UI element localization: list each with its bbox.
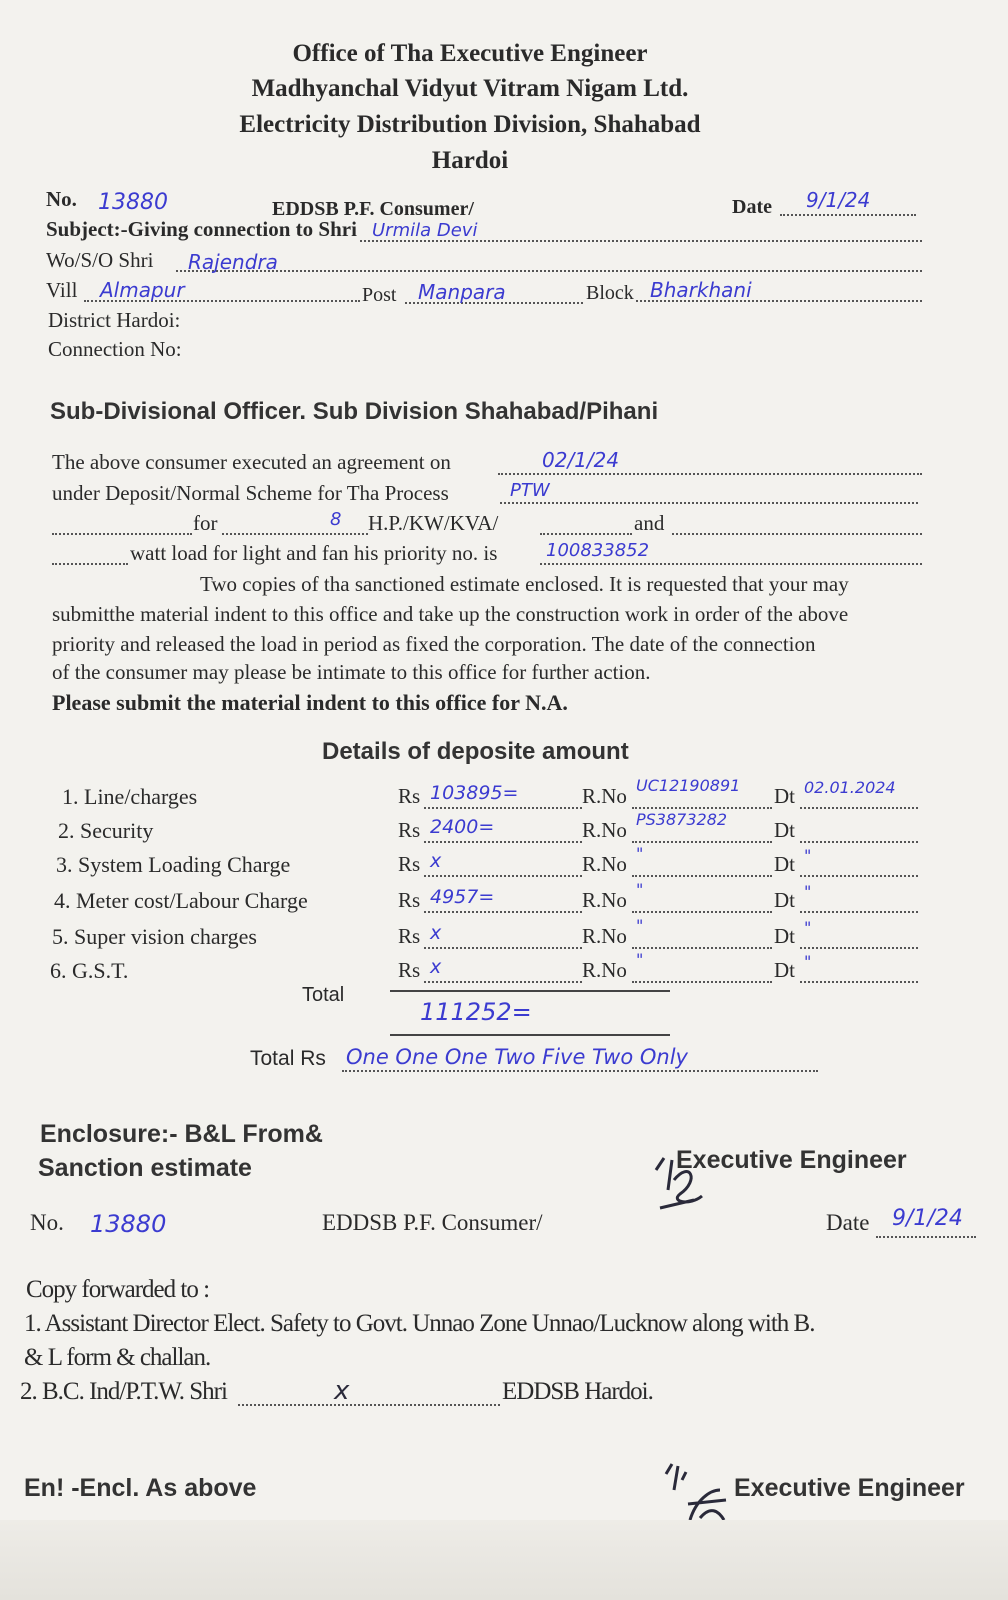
deposit-rs-value: 4957=: [430, 886, 495, 908]
deposit-dt-value: ": [804, 882, 812, 901]
body-para-line3: priority and released the load in period as fixed the corporation. The date of the connection: [52, 632, 816, 656]
ref-no-label: No.: [46, 187, 77, 211]
deposit-dt-value: ": [804, 952, 812, 971]
enclosure-line2: Sanction estimate: [38, 1154, 252, 1182]
deposit-dt-label: Dt: [774, 818, 795, 842]
deposit-rs-line: [424, 947, 582, 949]
subject-label: Subject:-Giving connection to Shri: [46, 217, 357, 241]
ref2-no-value: 13880: [90, 1210, 167, 1238]
copy-line1: 1. Assistant Director Elect. Safety to Govt. Unnao Zone Unnao/Lucknow along with B.: [24, 1310, 815, 1337]
deposit-dt-label: Dt: [774, 888, 795, 912]
deposit-dt-line: [800, 875, 918, 877]
deposit-dt-label: Dt: [774, 784, 795, 808]
total-value: 111252=: [420, 998, 532, 1026]
deposit-dt-label: Dt: [774, 852, 795, 876]
deposit-rs-line: [424, 981, 582, 983]
deposit-rs-label: Rs: [398, 958, 421, 982]
deposit-rno-value: ": [636, 844, 644, 863]
ref-no-value: 13880: [98, 190, 168, 215]
body-para-line4: of the consumer may please be intimate to this office for further action.: [52, 660, 651, 684]
consumer-name: Urmila Devi: [372, 220, 478, 241]
vill-label: Vill: [46, 278, 78, 302]
deposit-rno-line: [632, 911, 772, 913]
deposit-dt-line: [800, 911, 918, 913]
post-label: Post: [362, 284, 397, 306]
body-priority-text: watt load for light and fan his priority no. is: [130, 541, 498, 565]
body-bold-line: Please submit the material indent to this office for N.A.: [52, 690, 568, 715]
deposit-title: Details of deposite amount: [322, 738, 629, 765]
ref2-code: EDDSB P.F. Consumer/: [322, 1210, 543, 1235]
block-value: Bharkhani: [650, 278, 752, 302]
deposit-rs-line: [424, 911, 582, 913]
deposit-rno-value: PS3873282: [636, 810, 728, 829]
agreement-date: 02/1/24: [542, 448, 620, 472]
footer-signature-mark: [660, 1460, 740, 1530]
deposit-rno-line: [632, 807, 772, 809]
ref-code: EDDSB P.F. Consumer/: [272, 198, 474, 220]
header-office: Office of Tha Executive Engineer: [292, 40, 648, 67]
deposit-rs-label: Rs: [398, 784, 421, 808]
body-for: for: [193, 511, 218, 535]
footer-signatory: Executive Engineer: [734, 1474, 965, 1502]
deposit-item-label: 6. G.S.T.: [50, 958, 129, 983]
deposit-rno-label: R.No: [582, 852, 627, 876]
total-in-words: One One One Two Five Two Only: [346, 1045, 688, 1069]
body-scheme-text: under Deposit/Normal Scheme for Tha Process: [52, 481, 449, 505]
deposit-rno-label: R.No: [582, 818, 627, 842]
footer-encl: En! -Encl. As above: [24, 1474, 257, 1502]
deposit-item-label: 2. Security: [58, 818, 154, 843]
deposit-item-label: 4. Meter cost/Labour Charge: [54, 888, 308, 913]
father-name: Rajendra: [188, 250, 278, 274]
priority-no: 100833852: [546, 540, 650, 561]
deposit-rs-label: Rs: [398, 818, 421, 842]
block-label: Block: [586, 282, 634, 304]
deposit-dt-value: 02.01.2024: [804, 778, 896, 797]
deposit-rs-value: 103895=: [430, 782, 519, 804]
deposit-dt-label: Dt: [774, 958, 795, 982]
body-and: and: [634, 511, 665, 535]
copy-heading: Copy forwarded to :: [26, 1276, 210, 1303]
ref-date-label: Date: [732, 196, 772, 218]
header-company: Madhyanchal Vidyut Vitram Nigam Ltd.: [251, 75, 689, 102]
header-division: Electricity Distribution Division, Shahabad: [239, 111, 701, 138]
ref-date-value: 9/1/24: [806, 188, 871, 212]
hp-value: 8: [330, 509, 342, 530]
deposit-rno-line: [632, 981, 772, 983]
vill-value: Almapur: [100, 278, 185, 302]
deposit-rs-label: Rs: [398, 888, 421, 912]
deposit-rno-label: R.No: [582, 924, 627, 948]
deposit-rs-line: [424, 875, 582, 877]
total-label: Total: [302, 984, 345, 1006]
deposit-rno-label: R.No: [582, 958, 627, 982]
deposit-item-label: 3. System Loading Charge: [56, 852, 291, 877]
post-value: Manpara: [418, 280, 506, 304]
body-para-line2: submitthe material indent to this office and take up the construction work in order of the above: [52, 602, 849, 626]
scheme-value: PTW: [510, 480, 550, 501]
connection-no: Connection No:: [48, 337, 182, 361]
deposit-item-label: 5. Super vision charges: [52, 924, 257, 949]
deposit-rs-value: 2400=: [430, 816, 495, 838]
deposit-dt-line: [800, 947, 918, 949]
deposit-rs-label: Rs: [398, 852, 421, 876]
wo-label: Wo/S/O Shri: [46, 248, 154, 272]
copy-line3-b: EDDSB Hardoi.: [502, 1378, 653, 1405]
deposit-rs-line: [424, 841, 582, 843]
signatory-title: Executive Engineer: [676, 1146, 907, 1174]
copy-line2: & L form & challan.: [24, 1344, 211, 1371]
deposit-rno-label: R.No: [582, 784, 627, 808]
deposit-rno-value: UC12190891: [636, 776, 741, 795]
deposit-dt-line: [800, 841, 918, 843]
header-city: Hardoi: [431, 147, 509, 174]
body-para-line1: Two copies of tha sanctioned estimate enclosed. It is requested that your may: [200, 572, 849, 596]
body-agreement-text: The above consumer executed an agreement on: [52, 450, 451, 474]
total-rs-label: Total Rs: [250, 1047, 326, 1070]
deposit-rno-label: R.No: [582, 888, 627, 912]
deposit-dt-value: ": [804, 846, 812, 865]
deposit-rno-value: ": [636, 916, 644, 935]
deposit-rs-value: x: [430, 956, 442, 978]
deposit-dt-line: [800, 981, 918, 983]
deposit-rs-value: x: [430, 922, 442, 944]
ref2-date-value: 9/1/24: [892, 1206, 963, 1231]
deposit-rno-line: [632, 947, 772, 949]
copy-line3-mark: x: [334, 1376, 350, 1406]
deposit-dt-value: ": [804, 918, 812, 937]
ref2-no-label: No.: [30, 1210, 64, 1235]
deposit-rno-value: ": [636, 950, 644, 969]
enclosure-line1: Enclosure:- B&L From&: [40, 1120, 323, 1148]
deposit-rno-line: [632, 841, 772, 843]
deposit-rs-value: x: [430, 850, 442, 872]
addressee: Sub-Divisional Officer. Sub Division Shahabad/Pihani: [50, 398, 659, 425]
deposit-item-label: 1. Line/charges: [62, 784, 198, 809]
ref2-date-label: Date: [826, 1210, 870, 1235]
deposit-rno-line: [632, 875, 772, 877]
body-hp-unit: H.P./KW/KVA/: [368, 511, 499, 535]
copy-line3-a: 2. B.C. Ind/P.T.W. Shri: [20, 1378, 227, 1405]
district: District Hardoi:: [48, 308, 181, 332]
deposit-rs-line: [424, 807, 582, 809]
deposit-dt-label: Dt: [774, 924, 795, 948]
deposit-rno-value: ": [636, 880, 644, 899]
deposit-dt-line: [800, 807, 918, 809]
deposit-rs-label: Rs: [398, 924, 421, 948]
